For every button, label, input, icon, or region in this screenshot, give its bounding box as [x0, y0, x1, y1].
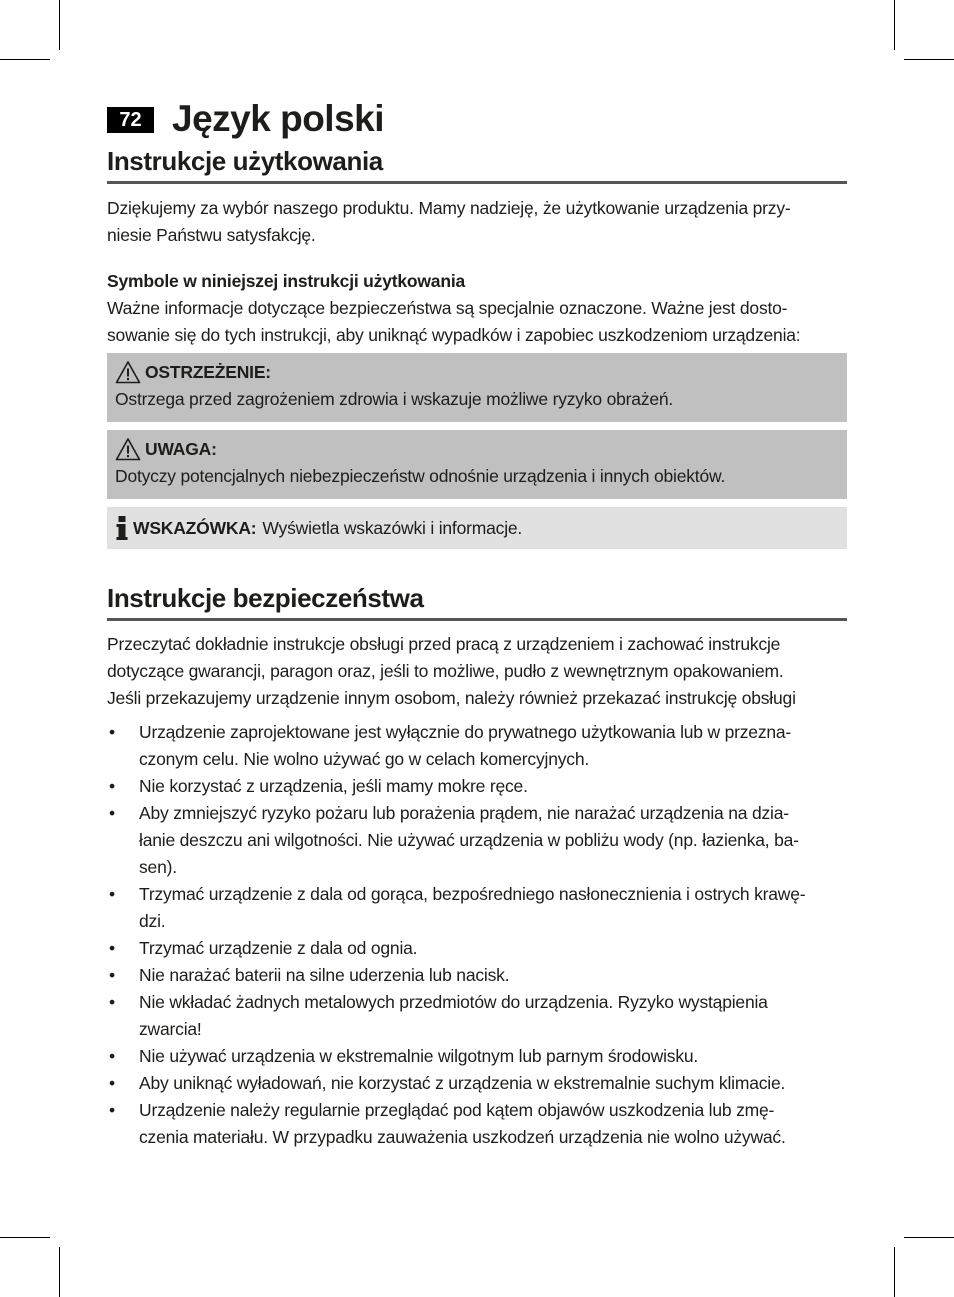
text-line: zwarcia! [139, 1019, 202, 1039]
text-line: czonym celu. Nie wolno używać go w celach komercyjnych. [139, 749, 590, 769]
symbols-subtitle: Symbole w niniejszej instrukcji użytkowania [107, 271, 466, 291]
warning-triangle-icon [115, 360, 141, 384]
text-line: Nie wkładać żadnych metalowych przedmiotów do urządzenia. Ryzyko wystąpienia [139, 992, 768, 1012]
page-number: 72 [107, 107, 154, 133]
list-item [107, 773, 847, 800]
bullet-point: • [109, 992, 115, 1012]
bullet-point: • [109, 938, 115, 958]
crop-mark [894, 1247, 895, 1297]
text-line: Przeczytać dokładnie instrukcje obsługi przed pracą z urządzeniem i zachować instrukcje [107, 634, 781, 654]
bullet-point: • [109, 1100, 115, 1120]
crop-mark [0, 1237, 50, 1238]
text-line: Ważne informacje dotyczące bezpieczeństwa są specjalnie oznaczone. Ważne jest dosto- [107, 298, 788, 318]
language-title: Język polski [172, 98, 385, 139]
list-item [107, 1070, 847, 1097]
crop-mark [904, 59, 954, 60]
warning-triangle-icon [115, 437, 141, 461]
symbols-paragraph [107, 295, 847, 349]
bullet-point: • [109, 803, 115, 823]
caution-header [115, 436, 839, 462]
text-line: Aby zmniejszyć ryzyko pożaru lub porażenia prądem, nie narażać urządzenia na dzia- [139, 803, 789, 823]
text-line: Trzymać urządzenie z dala od ognia. [139, 938, 418, 958]
text-line: łanie deszczu ani wilgotności. Nie używać urządzenia w pobliżu wody (np. łazienka, ba- [139, 830, 799, 850]
text-line: dzi. [139, 911, 166, 931]
list-item [107, 962, 847, 989]
note-label: WSKAZÓWKA: [133, 517, 257, 538]
text-line: sen). [139, 857, 177, 877]
note-box [107, 507, 847, 549]
caution-text: Dotyczy potencjalnych niebezpieczeństw odnośnie urządzenia i innych obiektów. [115, 466, 726, 486]
text-line: Nie narażać baterii na silne uderzenia lub nacisk. [139, 965, 510, 985]
list-item [107, 800, 847, 881]
text-line: niesie Państwu satysfakcję. [107, 225, 316, 245]
crop-mark [894, 0, 895, 50]
text-line: sowanie się do tych instrukcji, aby uniknąć wypadków i zapobiec uszkodzeniom urządzenia: [107, 325, 801, 345]
warning-header [115, 359, 839, 385]
text-line: Urządzenie zaprojektowane jest wyłącznie do prywatnego użytkowania lub w przezna- [139, 722, 792, 742]
section-title-usage: Instrukcje użytkowania [107, 146, 847, 184]
section-title-safety: Instrukcje bezpieczeństwa [107, 583, 847, 621]
list-item [107, 719, 847, 773]
bullet-point: • [109, 884, 115, 904]
text-line: Dziękujemy za wybór naszego produktu. Mamy nadzieję, że użytkowanie urządzenia przy- [107, 198, 791, 218]
safety-list [107, 719, 847, 1151]
crop-mark [59, 0, 60, 50]
list-item [107, 1097, 847, 1151]
bullet-point: • [109, 965, 115, 985]
text-line: Nie używać urządzenia w ekstremalnie wilgotnym lub parnym środowisku. [139, 1046, 699, 1066]
bullet-point: • [109, 776, 115, 796]
intro-paragraph [107, 195, 847, 249]
language-header [107, 100, 847, 138]
text-line: Trzymać urządzenie z dala od gorąca, bezpośredniego nasłonecznienia i ostrych krawę- [139, 884, 806, 904]
warning-box [107, 353, 847, 422]
caution-label: UWAGA: [145, 439, 217, 459]
list-item [107, 989, 847, 1043]
crop-mark [59, 1247, 60, 1297]
text-line: dotyczące gwarancji, paragon oraz, jeśli to możliwe, pudło z wewnętrznym opakowaniem. [107, 661, 784, 681]
list-item [107, 935, 847, 962]
text-line: Jeśli przekazujemy urządzenie innym osobom, należy również przekazać instrukcję obsługi [107, 688, 796, 708]
note-text: Wyświetla wskazówki i informacje. [262, 517, 523, 538]
crop-mark [904, 1237, 954, 1238]
bullet-point: • [109, 722, 115, 742]
info-icon [115, 515, 129, 541]
warning-label: OSTRZEŻENIE: [145, 362, 271, 382]
text-line: czenia materiału. W przypadku zauważenia uszkodzeń urządzenia nie wolno używać. [139, 1127, 786, 1147]
bullet-point: • [109, 1046, 115, 1066]
crop-mark [0, 59, 50, 60]
safety-intro-paragraph [107, 631, 847, 712]
page-content [107, 100, 847, 1151]
list-item [107, 1043, 847, 1070]
caution-box [107, 430, 847, 499]
text-line: Aby uniknąć wyładowań, nie korzystać z urządzenia w ekstremalnie suchym klimacie. [139, 1073, 786, 1093]
text-line: Nie korzystać z urządzenia, jeśli mamy mokre ręce. [139, 776, 528, 796]
list-item [107, 881, 847, 935]
warning-text: Ostrzega przed zagrożeniem zdrowia i wskazuje możliwe ryzyko obrażeń. [115, 389, 674, 409]
bullet-point: • [109, 1073, 115, 1093]
text-line: Urządzenie należy regularnie przeglądać pod kątem objawów uszkodzenia lub zmę- [139, 1100, 775, 1120]
